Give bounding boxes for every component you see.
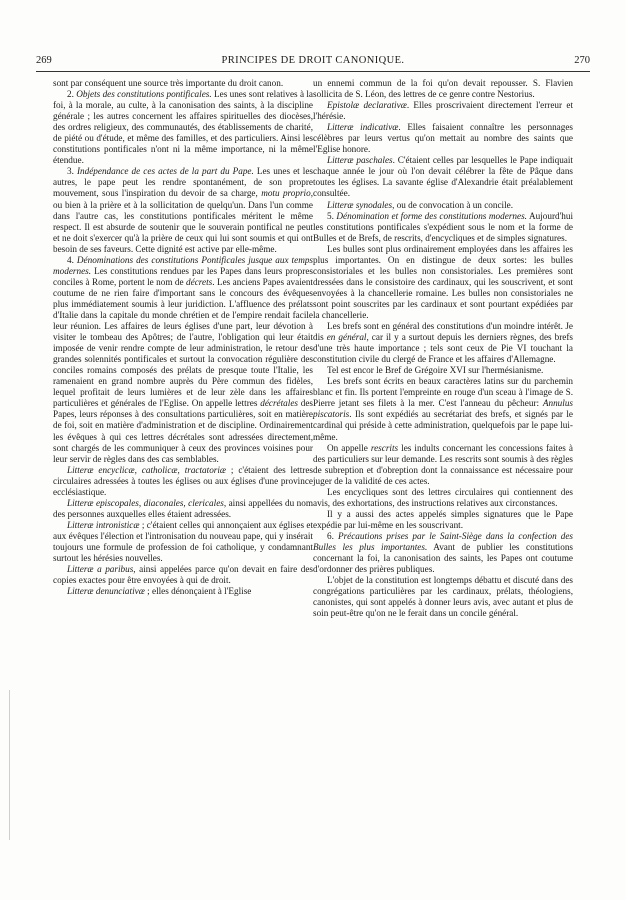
paragraph: Les encycliques sont des lettres circulaires qui contiennent des avis, des exhortations, des instructions relatives aux circonstances. xyxy=(313,486,573,508)
right-column xyxy=(313,78,573,619)
paragraph: Les brefs sont écrits en beaux caractères latins sur du parchemin blanc et fin. Ils portent l'empreinte en rouge d'un sceau à l'image de S. Pierre jetant ses filets à la mer. C'est l'anneau du pêcheur: Annulus piscatoris. Ils sont expédiés au secrétariat des brefs, et signés par le cardinal qui préside à cette administration, quelquefois par le pape lui-même. xyxy=(313,376,573,442)
paragraph: 2. Objets des constitutions pontificales. Les unes sont relatives à la foi, à la morale, au culte, à la canonisation des saints, à la discipline générale ; les autres concernent les affaires spirituelles des diocèses, des ordres religieux, des communautés, des établissements de charité, de piété ou d'étude, et même des familles, et des particuliers. Ainsi les constitutions pontificales n'ont ni la même importance, ni la même étendue. xyxy=(53,89,313,166)
paragraph: Litteræ encyclicæ, catholicæ, tractatoriæ ; c'étaient des lettres circulaires adressées à toutes les églises ou aux églises d'une province ecclésiastique. xyxy=(53,464,313,497)
page-number-right: 270 xyxy=(574,55,590,66)
paragraph: Litteræ denunciativæ ; elles dénonçaient à l'Eglise xyxy=(67,586,252,597)
paragraph: Litteræ a paribus, ainsi appelées parce qu'on devait en faire des copies exactes pour être envoyées à qui de droit. xyxy=(53,564,313,586)
paragraph: un ennemi commun de la foi qu'on devait repousser. S. Flavien sollicita de S. Léon, des lettres de ce genre contre Nestorius. xyxy=(313,78,573,100)
paragraph: 6. Précautions prises par le Saint-Siège dans la confection des Bulles les plus importantes. Avant de publier les constitutions concernant la foi, la canonisation des saints, les Papes ont coutume d'ordonner des prières publiques. xyxy=(313,530,573,575)
paragraph: Les brefs sont en général des constitutions d'un moindre intérêt. Je dis en général, car il y a surtout depuis les derniers règnes, des brefs d'une très haute importance ; tels sont ceux de Pie VI touchant la constitution civile du clergé de France et les affaires d'Allemagne. xyxy=(313,321,573,365)
paragraph: Litteræ synodales, ou de convocation à un concile. xyxy=(327,199,514,210)
running-header xyxy=(36,55,590,69)
paragraph: Il y a aussi des actes appelés simples signatures que le Pape expédie par lui-même en les souscrivant. xyxy=(313,508,573,530)
paragraph: Litteræ intronisticæ ; c'étaient celles qui annonçaient aux églises et aux évêques l'élection et l'intronisation du nouveau pape, qui y insérait toujours une formule de profession de foi catholique, y condamnant surtout les hérésies nouvelles. xyxy=(53,519,313,564)
paragraph: 4. Dénominations des constitutions Pontificales jusque aux temps modernes. Les constitutions rendues par les Papes dans leurs propres conciles à Rome, portent le nom de décrets. Les anciens Papes avaient coutume de ne rien faire d'important sans le concours des évêques plus immédiatement soumis à leur juridiction. L'affluence des prélats d'Italie dans la capitale du monde chrétien et de l'empire rendait facile leur réunion. Les affaires de leurs églises d'une part, leur dévotion à visiter le tombeau des Apôtres; de l'autre, l'obligation qui leur était imposée de venir rendre compte de leur administration, le retour des grandes solennités pontificales et surtout la convocation régulière des conciles romains composés des prélats de presque toute l'Italie, les ramenaient en grand nombre auprès du Père commun des fidèles, lequel profitait de leurs lumières et de leur zèle dans les affaires particulières et générales de l'Eglise. On appelle lettres décrétales des Papes, leurs réponses à des consultations particulières, soit en matière de foi, soit en matière d'administration et de discipline. Ordinairement les évêques à qui ces lettres décrétales sont adressées directement, sont chargés de les communiquer à ceux des provinces voisines pour leur servir de règles dans des cas semblables. xyxy=(53,254,313,464)
gutter-shadow xyxy=(9,690,10,840)
paragraph: Epistolæ declarativæ. Elles proscrivaient directement l'erreur et l'hérésie. xyxy=(313,100,573,122)
left-column xyxy=(53,78,313,597)
header-rule xyxy=(36,71,590,72)
running-title: PRINCIPES DE DROIT CANONIQUE. xyxy=(221,55,405,66)
paragraph: L'objet de la constitution est longtemps débattu et discuté dans des congrégations particulières par les cardinaux, prélats, théologiens, canonistes, qui sont appelés à donner leurs avis, avec autant et plus de soin peut-être qu'on ne le ferait dans un concile général. xyxy=(313,575,573,619)
page-number-left: 269 xyxy=(36,55,52,66)
paragraph: On appelle rescrits les indults concernant les concessions faites à des particuliers sur leur demande. Les rescrits sont soumis à des règles de subreption et d'obreption dont la connaissance est nécessaire pour juger de la validité de ces actes. xyxy=(313,442,573,486)
paragraph: Tel est encor le Bref de Grégoire XVI sur l'hermésianisme. xyxy=(327,365,544,376)
paragraph: 3. Indépendance de ces actes de la part du Pape. Les unes et les autres, le pape peut les rendre spontanément, de son propre mouvement, sous l'inspiration du devoir de sa charge, motu proprio, ou bien à la prière et à la sollicitation de quelqu'un. Dans l'un comme dans l'autre cas, les constitutions pontificales méritent le même respect. Il est absurde de soutenir que le souverain pontifical ne peut et ne doit s'exercer qu'à la prière de ceux qui lui sont soumis et qui ont besoin de ses faveurs. Cette dignité est active par elle-même. xyxy=(53,166,313,254)
paragraph: sont par conséquent une source très importante du droit canon. xyxy=(53,78,284,88)
paragraph: 5. Dénomination et forme des constitutions modernes. Aujourd'hui les constitutions pontificales s'expédient sous le nom et la forme de Bulles et de Brefs, de rescrits, d'encycliques et de simples signatures. xyxy=(313,210,573,243)
paragraph: Litteræ paschales. C'étaient celles par lesquelles le Pape indiquait chaque année le jour où l'on devait célébrer la fête de Pâque dans toutes les églises. La savante église d'Alexandrie était préalablement consultée. xyxy=(313,155,573,199)
paragraph: Les bulles sont plus ordinairement employées dans les affaires les plus importantes. On en distingue de deux sortes: les bulles consistoriales et les bulles non consistoriales. Les premières sont dressées dans le consistoire des cardinaux, qui les souscrivent, et sont envoyées à la chancellerie romaine. Les bulles non consistoriales ne sont point souscrites par les cardinaux et sont pourtant expédiées par la chancellerie. xyxy=(313,243,573,320)
paragraph: Litteræ episcopales, diaconales, clericales, ainsi appellées du nom des personnes auxquelles elles étaient adressées. xyxy=(53,497,313,519)
paragraph: Litteræ indicativæ. Elles faisaient connaître les personnages célèbres par leurs vertus qu'on mettait au nombre des saints que l'Eglise honore. xyxy=(313,122,573,155)
